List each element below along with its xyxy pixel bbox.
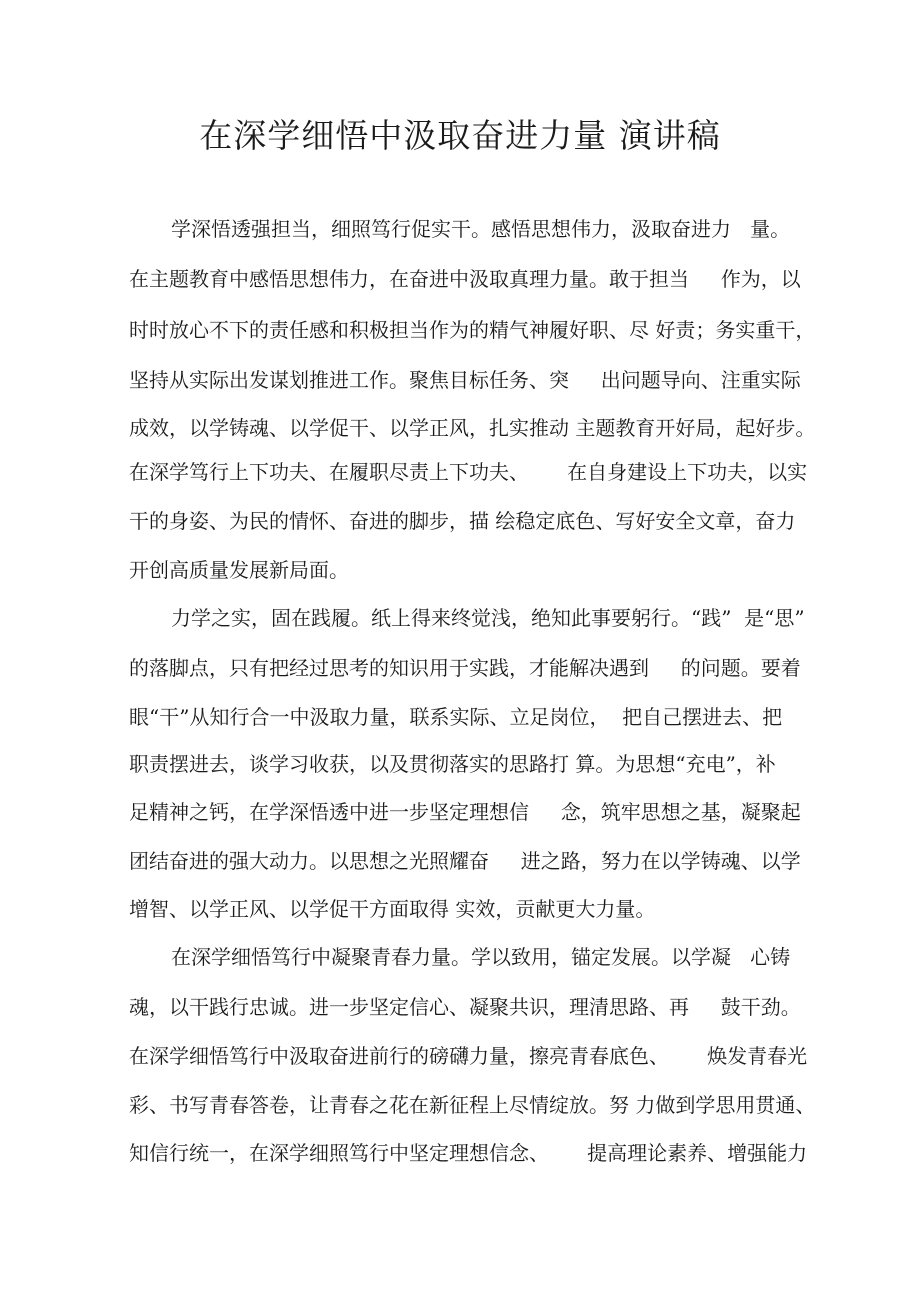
paragraph-3-line-3: 在深学细悟笃行中汲取奋进前行的磅礴力量，擦亮青春底色、 焕发青春光 xyxy=(129,1044,808,1068)
paragraph-1-line-2: 在主题教育中感悟思想伟力，在奋进中汲取真理力量。敢于担当 作为，以 xyxy=(129,267,801,291)
paragraph-1-line-4: 坚持从实际出发谋划推进工作。聚焦目标任务、突 出问题导向、注重实际 xyxy=(129,368,801,392)
paragraph-1-line-5: 成效，以学铸魂、以学促干、以学正风，扎实推动 主题教育开好局，起好步。 xyxy=(129,416,816,440)
page-title: 在深学细悟中汲取奋进力量 演讲稿 xyxy=(199,116,721,155)
paragraph-2-line-5: 足精神之钙，在学深悟透中进一步坚定理想信 念，筑牢思想之基，凝聚起 xyxy=(129,800,801,824)
paragraph-2-line-7: 增智、以学正风、以学促干方面取得 实效，贡献更大力量。 xyxy=(129,897,656,921)
paragraph-1-line-7: 干的身姿、为民的情怀、奋进的脚步，描 绘稳定底色、写好安全文章，奋力 xyxy=(129,509,796,533)
paragraph-3-line-4: 彩、书写青春答卷，让青春之花在新征程上尽情绽放。努 力做到学思用贯通、 xyxy=(129,1093,816,1117)
paragraph-2-line-1: 力学之实，固在践履。纸上得来终觉浅，绝知此事要躬行。“践” 是“思” xyxy=(171,606,805,630)
paragraph-2-line-4: 职责摆进去，谈学习收获，以及贯彻落实的思路打 算。为思想“充电”，补 xyxy=(129,752,776,776)
paragraph-2-line-2: 的落脚点，只有把经过思考的知识用于实践，才能解决遇到 的问题。要着 xyxy=(129,656,801,680)
paragraph-3-line-1: 在深学细悟笃行中凝聚青春力量。学以致用，锚定发展。以学凝 心铸 xyxy=(171,945,791,969)
paragraph-3-line-2: 魂，以干践行忠诚。进一步坚定信心、凝聚共识，理清思路、再 鼓干劲。 xyxy=(129,995,801,1019)
paragraph-2-line-3: 眼“干”从知行合一中汲取力量，联系实际、立足岗位， 把自己摆进去、把 xyxy=(129,705,783,729)
paragraph-1-line-8: 开创高质量发展新局面。 xyxy=(129,558,349,582)
paragraph-2-line-6: 团结奋进的强大动力。以思想之光照耀奋 进之路，努力在以学铸魂、以学 xyxy=(129,849,801,873)
paragraph-1-line-3: 时时放心不下的责任感和积极担当作为的精气神履好职、尽 好责；务实重干， xyxy=(129,318,816,342)
paragraph-1-line-1: 学深悟透强担当，细照笃行促实干。感悟思想伟力，汲取奋进力 量。 xyxy=(171,217,791,241)
paragraph-1-line-6: 在深学笃行上下功夫、在履职尽责上下功夫、 在自身建设上下功夫，以实 xyxy=(129,460,808,484)
paragraph-3-line-5: 知信行统一，在深学细照笃行中坚定理想信念、 提高理论素养、增强能力 xyxy=(129,1141,808,1165)
